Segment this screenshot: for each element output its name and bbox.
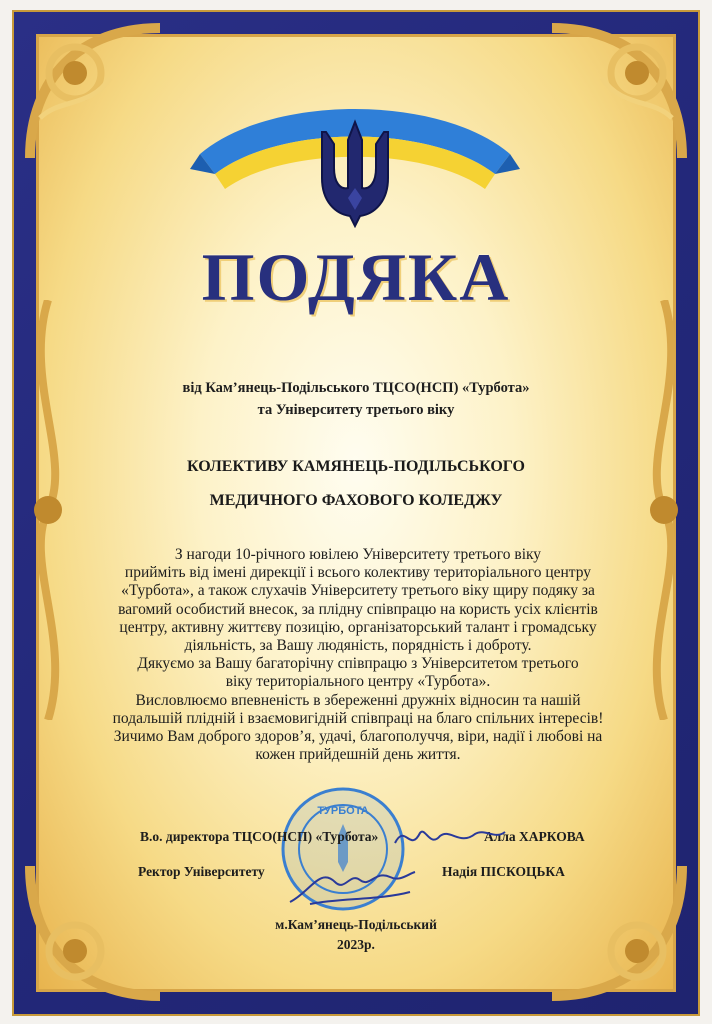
body-line: Висловлюємо впевненість в збереженні дружніх відносин та нашій — [135, 691, 581, 709]
footer-year: 2023р. — [337, 937, 375, 952]
body-line: «Турбота», а також слухачів Університету третього віку щиру подяку за — [121, 582, 595, 600]
body-line: кожен прийдешній день життя. — [255, 746, 461, 764]
body-line: З нагоди 10-річного ювілею Університету третього віку — [174, 546, 542, 563]
rector-name: Надія ПІСКОЦЬКА — [442, 864, 565, 879]
body-line: прийміть від імені дирекції і всього колективу територіального центру — [124, 564, 592, 582]
recipient — [0, 450, 712, 518]
body-line: центру, активну життєву позицію, організаторський талант і громадську — [119, 618, 597, 636]
recipient-line-2: МЕДИЧНОГО ФАХОВОГО КОЛЕДЖУ — [209, 492, 503, 509]
body-line: Дякуємо за Вашу багаторічну співпрацю з Університетом третього — [137, 655, 579, 673]
footer — [0, 915, 712, 955]
body-line: діяльність, за Вашу людяність, порядність і доброту. — [184, 637, 532, 655]
body-line: Зичимо Вам доброго здоров’я, удачі, благополуччя, віри, надії і любові на — [113, 728, 603, 746]
footer-city: м.Кам’янець-Подільський — [275, 917, 437, 932]
rector-signature-icon — [280, 862, 420, 912]
rector-title: Ректор Університету — [138, 864, 265, 879]
body-line: вагомий особистий внесок, за плідну співпрацю на користь усіх клієнтів — [118, 600, 598, 618]
certificate-body — [88, 546, 628, 764]
recipient-line-1: КОЛЕКТИВУ КАМЯНЕЦЬ-ПОДІЛЬСЬКОГО — [187, 458, 525, 475]
director-name: Алла ХАРКОВА — [484, 829, 585, 844]
from-line-1: від Кам’янець-Подільського ТЦСО(НСП) «Турбота» — [182, 380, 530, 396]
from-line-2: та Університету третього віку — [257, 402, 455, 418]
body-line: віку територіального центру «Турбота». — [225, 673, 491, 691]
from-organization — [0, 377, 712, 421]
stamp-text: ТУРБОТА — [317, 805, 369, 817]
certificate-title: ПОДЯКА — [201, 239, 511, 315]
director-signature-icon — [390, 818, 510, 858]
director-title: В.о. директора ТЦСО(НСП) «Турбота» — [140, 829, 379, 844]
body-line: подальшій плідній і взаємовигідній співпраці на благо спільних інтересів! — [112, 709, 604, 727]
